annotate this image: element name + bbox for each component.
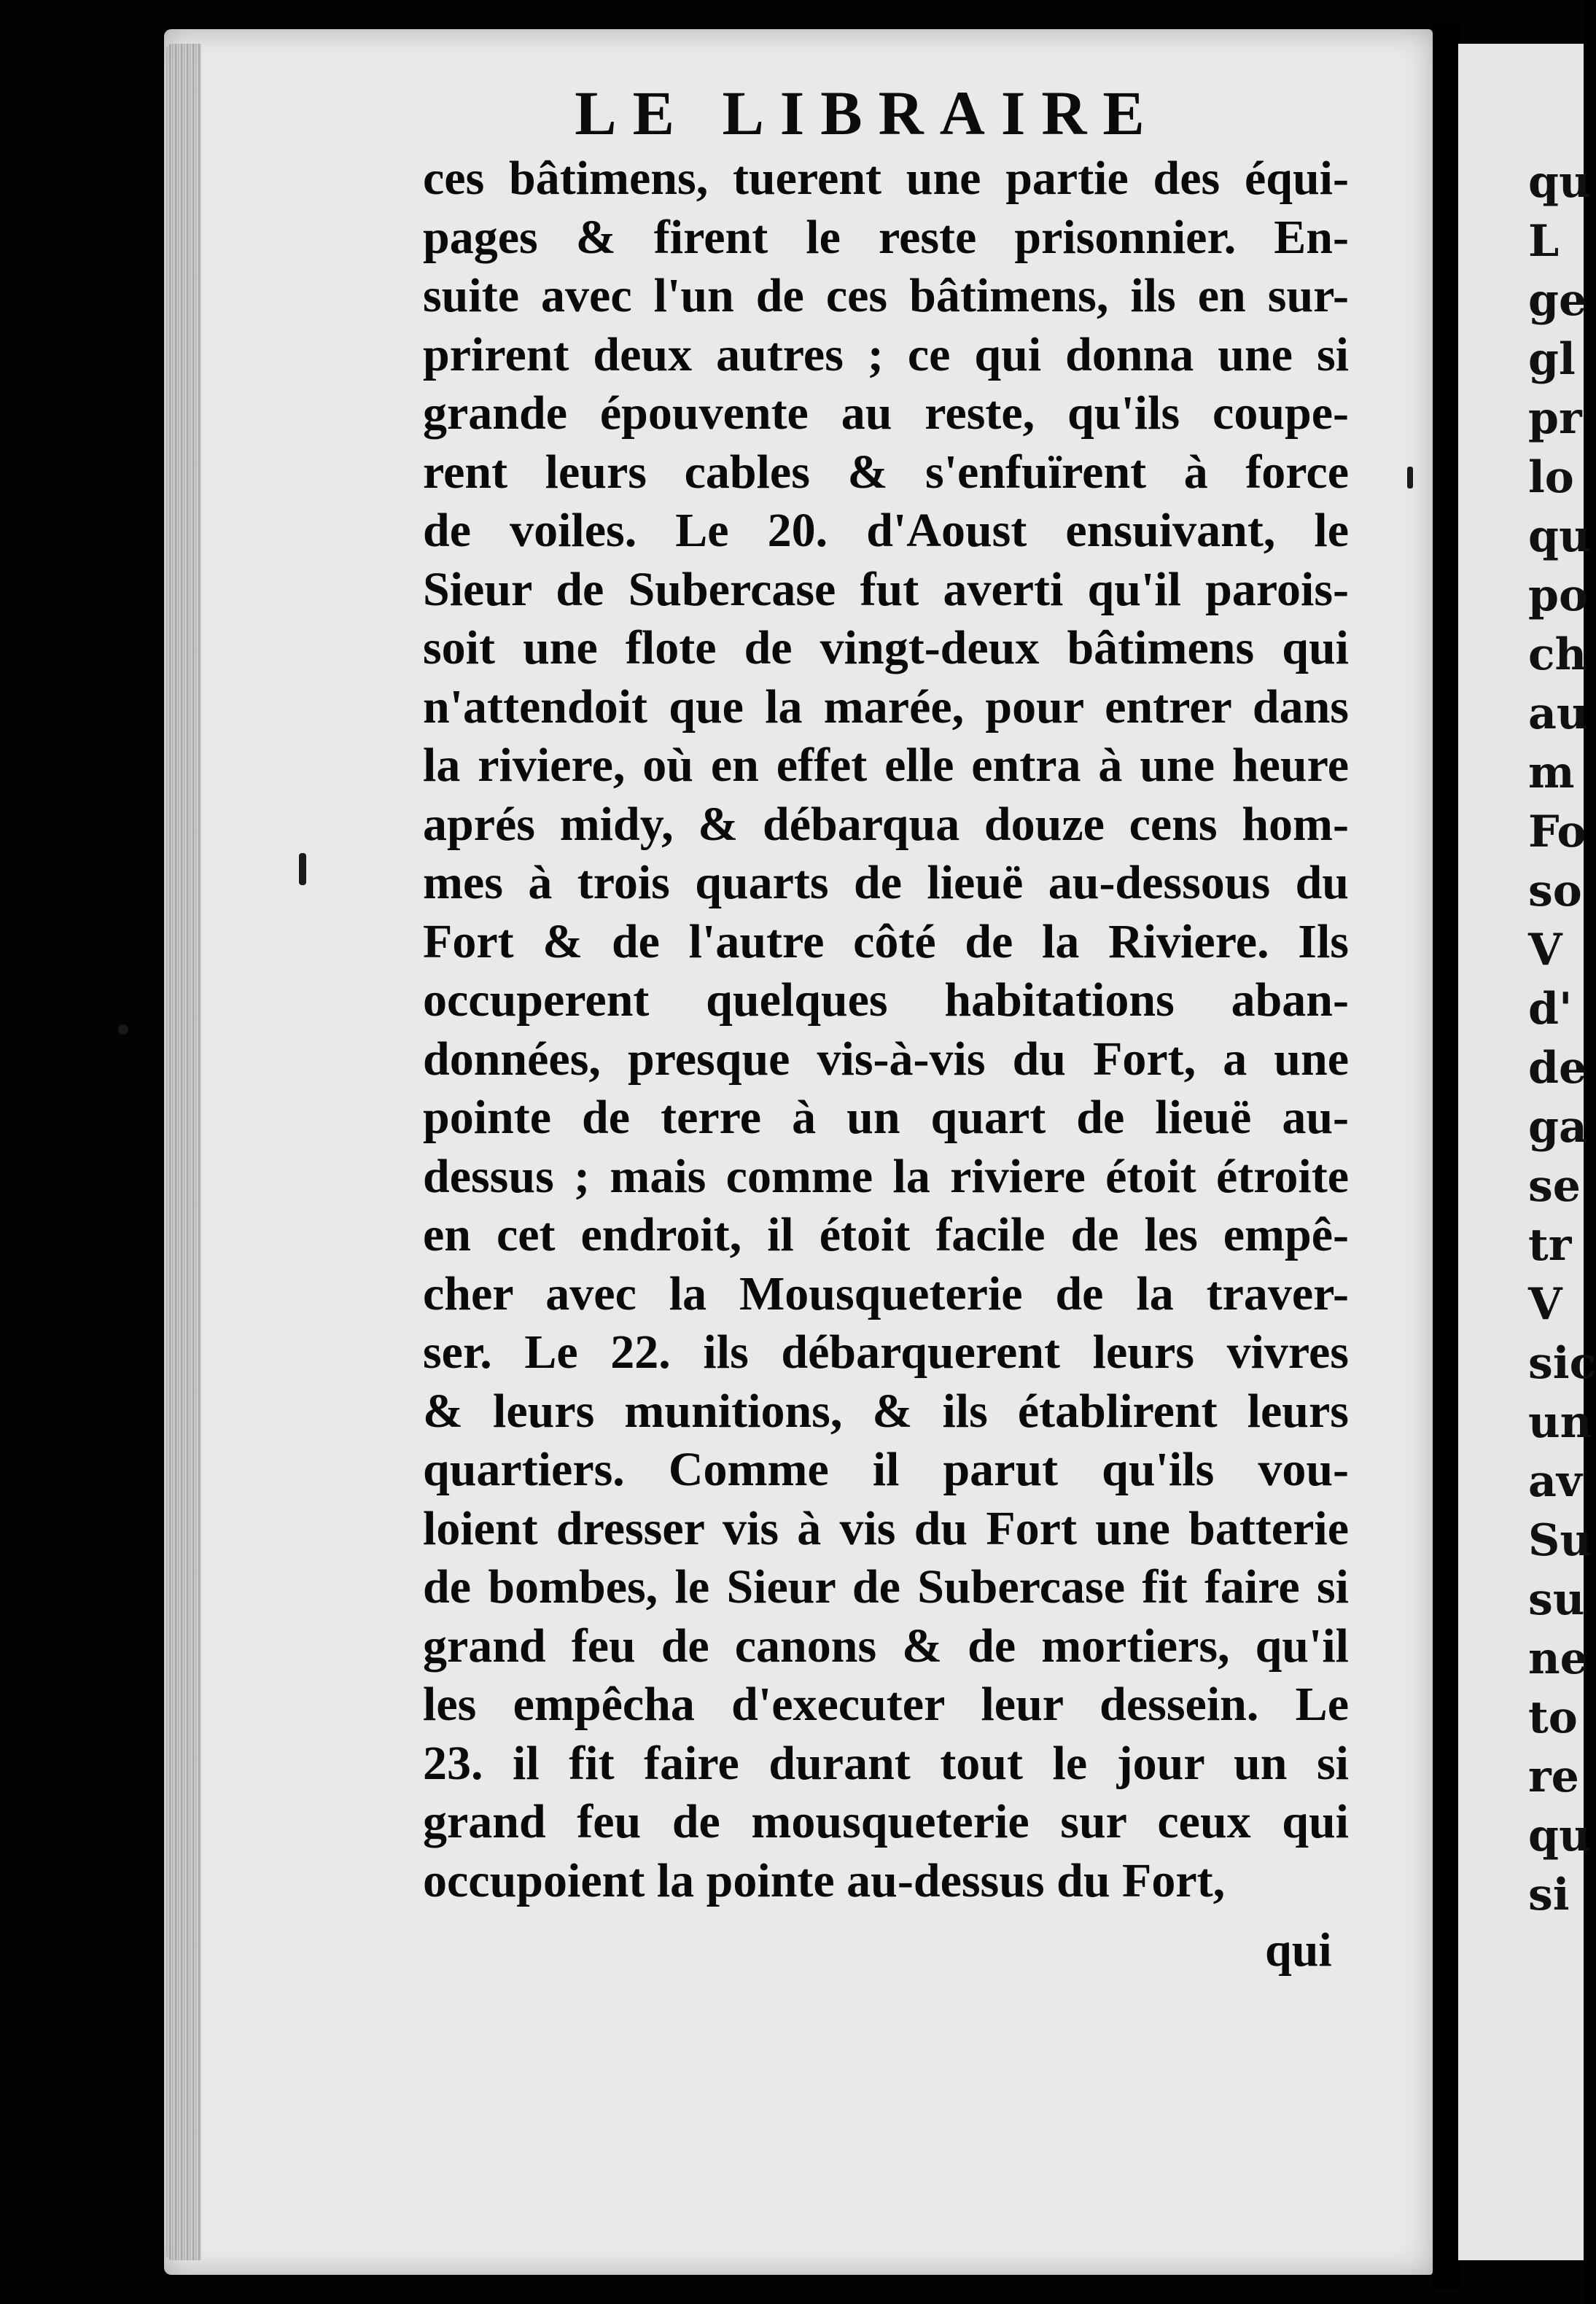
text-line: Fort & de l'autre côté de la Riviere. Ils [423, 914, 1349, 968]
text-line: de voiles. Le 20. d'Aoust ensuivant, le [423, 504, 1349, 557]
text-line: 23. il fit faire durant tout le jour un si [423, 1736, 1349, 1790]
text-line: grand feu de mousqueterie sur ceux qui [423, 1795, 1349, 1848]
text-line: suite avec l'un de ces bâtimens, ils en sur- [423, 269, 1349, 322]
right-page-fragment-line: qu [1528, 157, 1591, 208]
text-line: la riviere, où en effet elle entra à une heure [423, 739, 1349, 792]
catchword: qui [1265, 1923, 1332, 1977]
right-page-fragment-line: av [1528, 1456, 1582, 1507]
ink-speck [299, 853, 306, 885]
right-page-fragment-line: ne [1528, 1633, 1588, 1684]
right-page-fragment-line: sic [1528, 1338, 1596, 1389]
right-page-fragment-line: V [1528, 925, 1562, 976]
right-page-fragment-line: de [1528, 1043, 1587, 1094]
text-line: pages & firent le reste prisonnier. En- [423, 210, 1349, 264]
right-page-fragment-line: qu [1528, 511, 1591, 562]
right-page-fragment [1458, 44, 1596, 2260]
right-page-fragment-line: si [1528, 1869, 1570, 1920]
right-page-fragment-line: V [1528, 1279, 1562, 1330]
right-page-fragment-line: to [1528, 1692, 1578, 1743]
right-page-fragment-line: tr [1528, 1220, 1572, 1271]
text-line: prirent deux autres ; ce qui donna une si [423, 327, 1349, 381]
right-page-fragment-line: su [1528, 1574, 1585, 1625]
text-line: cher avec la Mousqueterie de la traver- [423, 1266, 1349, 1320]
text-line: aprés midy, & débarqua douze cens hom- [423, 797, 1349, 851]
ink-speck [118, 1024, 128, 1035]
text-line: & leurs munitions, & ils établirent leurs [423, 1384, 1349, 1438]
right-page-fragment-line: se [1528, 1161, 1581, 1212]
body-text [423, 149, 1349, 1910]
text-line: grande épouvente au reste, qu'ils coupe- [423, 386, 1349, 440]
text-line: n'attendoit que la marée, pour entrer dans [423, 680, 1349, 733]
right-page-fragment-line: d' [1528, 984, 1573, 1035]
page-edges [166, 44, 201, 2260]
right-page-fragment-line: so [1528, 865, 1582, 916]
right-page-fragment-line: L [1528, 216, 1560, 267]
right-page-fragment-line: qu [1528, 1810, 1591, 1861]
text-line: pointe de terre à un quart de lieuë au- [423, 1091, 1349, 1144]
text-line: ser. Le 22. ils débarquerent leurs vivres [423, 1326, 1349, 1379]
text-line: de bombes, le Sieur de Subercase fit faire si [423, 1560, 1349, 1614]
gutter [1433, 22, 1462, 2289]
text-line: dessus ; mais comme la riviere étoit étroite [423, 1149, 1349, 1203]
right-page-fragment-line: Fo [1528, 806, 1587, 857]
right-page-fragment-line: pr [1528, 393, 1582, 444]
text-line: grand feu de canons & de mortiers, qu'il [423, 1619, 1349, 1673]
right-page-fragment-line: ge [1528, 275, 1587, 326]
right-page-fragment-line: gl [1528, 334, 1576, 385]
text-line: Sieur de Subercase fut averti qu'il parois- [423, 562, 1349, 616]
text-line: quartiers. Comme il parut qu'ils vou- [423, 1443, 1349, 1496]
ink-speck [1407, 467, 1413, 489]
right-page-fragment-line: Su [1528, 1515, 1592, 1566]
text-line: rent leurs cables & s'enfuïrent à force [423, 445, 1349, 499]
right-page-fragment-line: m [1528, 747, 1575, 798]
right-page-fragment-line: ga [1528, 1102, 1587, 1153]
text-line: loient dresser vis à vis du Fort une batterie [423, 1501, 1349, 1555]
text-line: occupoient la pointe au-dessus du Fort, [423, 1853, 1226, 1907]
text-line: ces bâtimens, tuerent une partie des équi- [423, 152, 1349, 205]
text-line: mes à trois quarts de lieuë au-dessous du [423, 856, 1349, 909]
text-line: occuperent quelques habitations aban- [423, 973, 1349, 1027]
text-line: soit une flote de vingt-deux bâtimens qui [423, 621, 1349, 674]
right-page-fragment-line: au [1528, 688, 1589, 739]
right-page-fragment-line: po [1528, 570, 1588, 621]
right-page-fragment-line: ch [1528, 629, 1587, 680]
text-line: les empêcha d'executer leur dessein. Le [423, 1678, 1349, 1731]
right-page-fragment-line: un [1528, 1397, 1592, 1448]
right-page-fragment-line: lo [1528, 452, 1574, 503]
text-line: données, presque vis-à-vis du Fort, a une [423, 1032, 1349, 1086]
running-head: LE LIBRAIRE [575, 78, 1161, 148]
text-line: en cet endroit, il étoit facile de les empê- [423, 1208, 1349, 1261]
right-page-fragment-line: re [1528, 1751, 1579, 1802]
